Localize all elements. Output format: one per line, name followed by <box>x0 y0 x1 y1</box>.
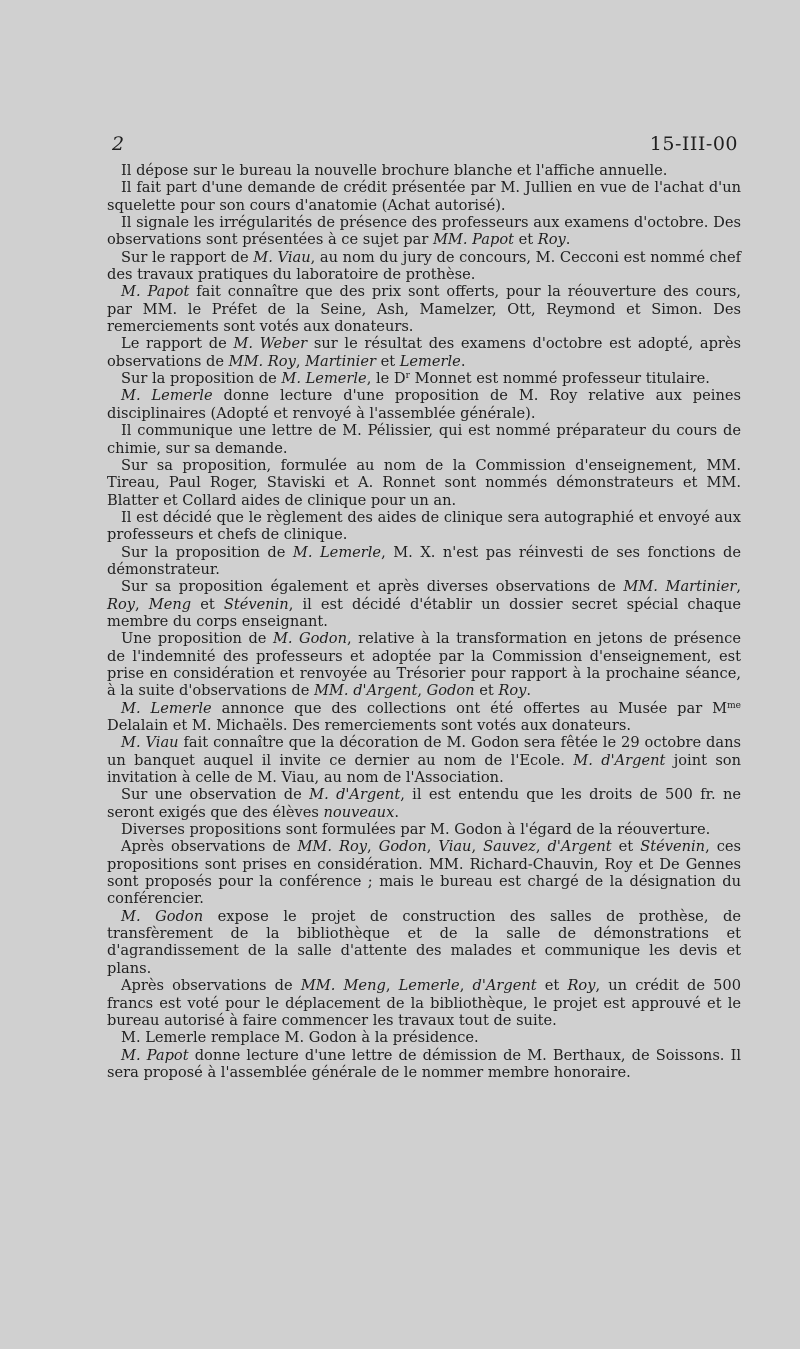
text-run: , le D <box>366 370 406 388</box>
text-run: , <box>426 838 439 856</box>
text-run: . <box>565 231 571 249</box>
text-run: , <box>535 838 548 856</box>
paragraph <box>107 422 741 457</box>
text-run: , un crédit de 500 francs est voté pour le déplacement de la bibliothèque, le projet est approuvé et le bureau autorisé à faire commencer les travaux tout de suite. <box>107 977 742 1029</box>
text-run: et <box>474 682 499 700</box>
paragraph <box>107 335 741 370</box>
italic-name: M. d'Argent <box>573 751 666 769</box>
paragraph <box>107 544 741 579</box>
text-run: M. Lemerle remplace M. Godon à la présidence. <box>121 1029 479 1047</box>
text-run: , M. X. n'est pas réinvesti de ses fonctions de démonstrateur. <box>107 543 741 578</box>
text-run: et <box>375 352 400 370</box>
text-run: , <box>295 352 306 370</box>
text-run: Il dépose sur le bureau la nouvelle brochure blanche et l'affiche annuelle. <box>121 162 668 179</box>
text-run: , <box>471 838 484 856</box>
italic-name: Godon <box>426 682 475 700</box>
paragraph <box>107 700 741 735</box>
text-run: Diverses propositions sont formulées par M. Godon à l'égard de la réouverture. <box>121 821 711 839</box>
text-run: donne lecture d'une lettre de démission de M. Berthaux, de Soissons. Il sera proposé à l'assemblée générale de le nommer membre honoraire. <box>107 1046 742 1081</box>
session-date: 15-III-00 <box>649 133 738 155</box>
italic-name: Meng <box>148 595 192 613</box>
italic-name: M. Weber <box>233 335 308 353</box>
text-run: Il communique une lettre de M. Pélissier, qui est nommé préparateur du cours de chimie, sur sa demande. <box>107 422 741 457</box>
text-run: expose le projet de construction des salles de prothèse, de transfèrement de la bibliothèque et de la salle de démonstrations et d'agrandissement de la salle d'attente des malades et communique les devis et plans. <box>107 907 741 977</box>
paragraph <box>107 457 741 509</box>
text-run: et <box>191 595 224 613</box>
text-run: , il est décidé d'établir un dossier secret spécial chaque membre du corps enseignant. <box>107 595 742 630</box>
text-run: et <box>536 977 568 995</box>
italic-name: MM. Meng <box>300 977 386 995</box>
paragraph <box>107 977 741 1029</box>
paragraph <box>107 370 741 387</box>
text-run: , au nom du jury de concours, M. Cecconi est nommé chef des travaux pratiques du laboratoire de prothèse. <box>107 248 741 284</box>
italic-name: d'Argent <box>472 977 537 995</box>
paragraph <box>107 838 741 907</box>
italic-name: Roy <box>537 231 566 249</box>
italic-name: MM. Roy <box>228 352 296 370</box>
paragraph <box>107 387 741 422</box>
text-run: annonce que des collections ont été offertes au Musée par M <box>211 699 728 717</box>
paragraph <box>107 786 741 821</box>
italic-name: M. Lemerle <box>292 543 382 561</box>
italic-name: Stévenin <box>640 838 706 856</box>
paragraph <box>107 734 741 786</box>
italic-name: Roy <box>567 977 596 995</box>
italic-name: M. d'Argent <box>309 786 401 804</box>
text-run: Il est décidé que le règlement des aides de clinique sera autographié et envoyé aux professeurs et chefs de clinique. <box>107 508 741 544</box>
italic-name: MM. Martinier <box>623 578 737 596</box>
text-run: Une proposition de <box>121 630 273 648</box>
text-run: Delalain et M. Michaëls. Des remerciements sont votés aux donateurs. <box>107 717 632 734</box>
italic-name: Viau <box>438 838 472 856</box>
italic-name: Godon <box>378 838 427 856</box>
superscript-text: r <box>405 371 410 382</box>
italic-name: M. Godon <box>272 630 347 648</box>
paragraph <box>107 509 741 544</box>
text-run: Sur une observation de <box>121 786 310 804</box>
text-run: Il signale les irrégularités de présence des professeurs aux examens d'octobre. Des observations sont présentées à ce sujet par <box>107 214 741 249</box>
italic-name: Stévenin <box>223 595 289 613</box>
text-run: Sur sa proposition, formulée au nom de la Commission d'enseignement, MM. Tireau, Paul Roger, Staviski et A. Ronnet sont nommés démonstrateurs et MM. Blatter et Collard aides de clinique pour un an. <box>107 456 741 509</box>
text-run: , ces propositions sont prises en considération. MM. Richard-Chauvin, Roy et De Gennes sont proposés pour la conférence ; mais le bureau est chargé de la désignation du conférencier. <box>107 838 742 908</box>
text-run: Sur le rapport de <box>121 248 254 266</box>
italic-name: Martinier <box>305 352 376 370</box>
text-run: , il est entendu que les droits de 500 fr. ne seront exigés que des élèves <box>107 786 742 821</box>
text-run: , <box>367 838 379 856</box>
text-run: . <box>460 352 466 370</box>
text-run: et <box>611 838 641 856</box>
italic-name: MM. d'Argent <box>314 682 418 700</box>
text-run: fait connaître que des prix sont offerts, pour la réouverture des cours, par MM. le Préfet de la Seine, Ash, Mamelzer, Ott, Reymond et Simon. Des remerciements sont votés aux donateurs. <box>107 283 741 336</box>
italic-name: M. Viau <box>253 248 311 266</box>
text-run: Monnet est nommé professeur titulaire. <box>409 370 710 388</box>
text-run: Sur sa proposition également et après diverses observations de <box>121 578 624 596</box>
text-run: . <box>394 803 399 821</box>
italic-name: d'Argent <box>547 838 612 856</box>
italic-name: nouveaux <box>323 803 395 821</box>
page-header <box>112 133 738 157</box>
italic-name: MM. Papot <box>432 231 514 249</box>
italic-name: M. Godon <box>121 907 204 925</box>
text-run: , <box>736 578 741 596</box>
italic-name: Sauvez <box>483 838 536 856</box>
italic-name: M. Viau <box>121 734 179 752</box>
paragraph <box>107 578 741 630</box>
italic-name: Roy <box>107 595 136 613</box>
minutes-text <box>107 162 741 1081</box>
italic-name: MM. Roy <box>297 838 368 856</box>
paragraph <box>107 821 741 838</box>
italic-name: Lemerle <box>398 977 460 995</box>
text-run: , <box>417 682 427 700</box>
paragraph <box>107 283 741 335</box>
text-run: et <box>513 231 538 249</box>
paragraph <box>107 249 741 284</box>
text-run: Sur la proposition de <box>121 543 293 561</box>
italic-name: M. Lemerle <box>121 699 212 717</box>
text-run: Le rapport de <box>121 335 234 353</box>
superscript-text: me <box>727 700 741 711</box>
text-run: , relative à la transformation en jetons de présence de l'indemnité des professeurs et adoptée par la Commission d'enseignement, est prise en considération et renvoyée au Trésorier pour rapport à la prochaine séance, à la suite d'observations de <box>107 630 741 700</box>
text-run: . <box>526 682 532 700</box>
italic-name: Roy <box>498 682 527 700</box>
text-run: sur le résultat des examens d'octobre est adopté, après observations de <box>107 335 742 370</box>
text-run: Sur la proposition de <box>121 370 282 388</box>
paragraph <box>107 162 741 179</box>
page-number: 2 <box>112 133 125 155</box>
text-run: Après observations de <box>121 838 298 856</box>
paragraph <box>107 1029 741 1046</box>
paragraph <box>107 630 741 699</box>
text-run: Après observations de <box>121 977 301 995</box>
italic-name: M. Papot <box>121 1046 189 1064</box>
text-run: , <box>385 977 399 995</box>
italic-name: M. Lemerle <box>121 387 213 405</box>
paragraph <box>107 179 741 214</box>
paragraph <box>107 214 741 249</box>
italic-name: Lemerle <box>399 352 461 370</box>
text-run: , <box>135 595 149 613</box>
paragraph <box>107 908 741 977</box>
text-run: fait connaître que la décoration de M. Godon sera fêtée le 29 octobre dans un banquet auquel il invite ce dernier au nom de l'Ecole. <box>107 734 741 769</box>
text-run: Il fait part d'une demande de crédit présentée par M. Jullien en vue de l'achat d'un squelette pour son cours d'anatomie (Achat autorisé). <box>107 179 741 214</box>
italic-name: M. Lemerle <box>281 370 367 388</box>
text-run: , <box>459 977 473 995</box>
text-run: joint son invitation à celle de M. Viau, au nom de l'Association. <box>107 751 741 787</box>
text-run: donne lecture d'une proposition de M. Roy relative aux peines disciplinaires (Adopté et renvoyé à l'assemblée générale). <box>107 387 741 422</box>
italic-name: M. Papot <box>121 283 190 301</box>
paragraph <box>107 1047 741 1082</box>
